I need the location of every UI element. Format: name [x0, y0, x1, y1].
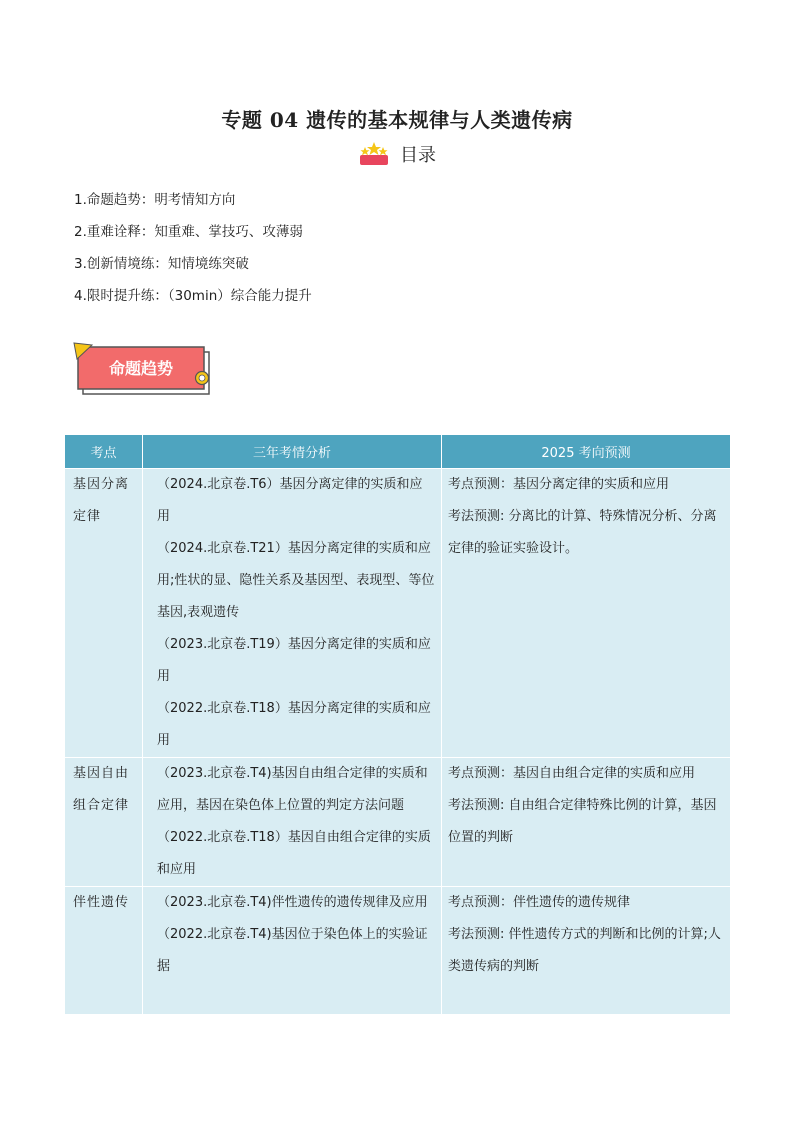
col-header-topic: 考点	[65, 435, 143, 469]
forecast-line: 考法预测: 分离比的计算、特殊情况分析、分离定律的验证实验设计。	[448, 509, 717, 556]
analysis-line: （2022.北京卷.T18）基因自由组合定律的实质和应用	[157, 830, 431, 877]
forecast-cell	[442, 758, 731, 887]
toc-item: 2.重难诠释：知重难、掌技巧、攻薄弱	[74, 224, 303, 240]
topic-line: 组合定律	[73, 798, 130, 813]
col-header-forecast: 2025 考向预测	[442, 435, 731, 469]
analysis-line: （2023.北京卷.T4)伴性遗传的遗传规律及应用	[157, 895, 428, 910]
stars-icon	[358, 141, 390, 167]
toc-label: 目录	[400, 145, 436, 166]
table-header-row	[65, 435, 731, 469]
forecast-cell	[442, 469, 731, 758]
forecast-line: 考点预测：基因分离定律的实质和应用	[448, 477, 670, 492]
topic-line: 基因自由	[73, 766, 130, 781]
analysis-cell	[143, 469, 442, 758]
page-title: 专题 04 遗传的基本规律与人类遗传病	[221, 108, 573, 132]
forecast-cell	[442, 887, 731, 1015]
analysis-line: （2023.北京卷.T4)基因自由组合定律的实质和应用，基因在染色体上位置的判定方法问题	[157, 766, 428, 813]
analysis-line: （2022.北京卷.T4)基因位于染色体上的实验证据	[157, 927, 428, 974]
exam-trend-table	[64, 434, 731, 1015]
topic-cell	[65, 758, 143, 887]
table-row	[65, 758, 731, 887]
forecast-line: 考法预测: 伴性遗传方式的判断和比例的计算;人类遗传病的判断	[448, 927, 721, 974]
topic-cell	[65, 887, 143, 1015]
analysis-line: （2024.北京卷.T21）基因分离定律的实质和应用;性状的显、隐性关系及基因型、表现型、等位基因,表观遗传	[157, 541, 435, 620]
toc-item: 3.创新情境练：知情境练突破	[74, 256, 249, 272]
analysis-cell	[143, 887, 442, 1015]
topic-cell	[65, 469, 143, 758]
topic-line: 伴性遗传	[73, 895, 130, 910]
col-header-analysis: 三年考情分析	[143, 435, 442, 469]
topic-line: 定律	[73, 509, 102, 524]
analysis-line: （2023.北京卷.T19）基因分离定律的实质和应用	[157, 637, 431, 684]
toc-item: 1.命题趋势：明考情知方向	[74, 192, 236, 208]
forecast-line: 考点预测：伴性遗传的遗传规律	[448, 895, 631, 910]
analysis-line: （2024.北京卷.T6）基因分离定律的实质和应用	[157, 477, 423, 524]
topic-line: 基因分离	[73, 477, 130, 492]
forecast-line: 考点预测：基因自由组合定律的实质和应用	[448, 766, 696, 781]
section-badge	[70, 342, 215, 398]
toc-item: 4.限时提升练：（30min）综合能力提升	[74, 288, 312, 304]
analysis-line: （2022.北京卷.T18）基因分离定律的实质和应用	[157, 701, 431, 748]
table-row	[65, 469, 731, 758]
badge-text: 命题趋势	[108, 359, 174, 378]
forecast-line: 考法预测: 自由组合定律特殊比例的计算，基因位置的判断	[448, 798, 717, 845]
table-row	[65, 887, 731, 1015]
analysis-cell	[143, 758, 442, 887]
toc-heading	[0, 141, 794, 167]
toc-list	[74, 184, 312, 312]
